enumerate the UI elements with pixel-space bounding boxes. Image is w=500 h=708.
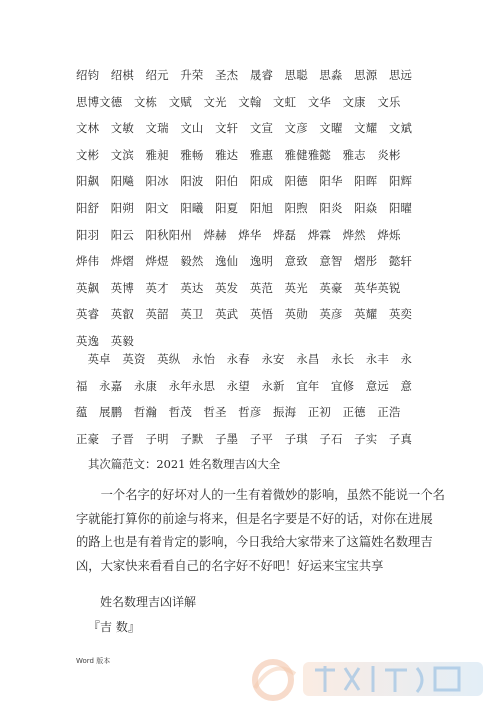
- subheading-lucky-numbers: 『吉 数』: [88, 620, 140, 634]
- name-list-line: 文彬 文滨 雅昶 雅畅 雅达 雅惠 雅健雅懿 雅志 炎彬: [76, 147, 401, 162]
- paragraph-line: 一个名字的好坏对人的一生有着微妙的影响，虽然不能说一个名: [76, 488, 445, 502]
- watermark-logo: [245, 648, 495, 708]
- name-list-line: 英逸 英毅: [76, 333, 134, 348]
- name-list-line: 福 永嘉 永康 永年永思 永望 永新 宜年 宜修 意远 意: [76, 378, 413, 393]
- name-list-line: 蕴 展鹏 哲瀚 哲茂 哲圣 哲彦 振海 正初 正德 正浩: [76, 405, 401, 420]
- intro-paragraph: [76, 484, 445, 578]
- name-list-line: 英睿 英叡 英韶 英卫 英武 英悟 英勋 英彦 英耀 英奕: [76, 307, 413, 322]
- name-list-line: 阳羽 阳云 阳秋阳州 烨赫 烨华 烨磊 烨霖 烨然 烨烁: [76, 227, 401, 242]
- name-list-block: [76, 62, 436, 355]
- paragraph-line: 字就能打算你的前途与将来，但是名字要是不好的话，对你在进展: [76, 511, 433, 526]
- name-list-line: 英卓 英资 英纵 永怡 永春 永安 永昌 永长 永丰 永: [76, 352, 413, 366]
- name-list-line: 阳舒 阳朔 阳文 阳曦 阳夏 阳旭 阳煦 阳炎 阳焱 阳曜: [76, 200, 413, 215]
- name-list-line: 绍钧 绍棋 绍元 升荣 圣杰 晟睿 思聪 思淼 思源 思远: [76, 68, 413, 82]
- name-list-line: 文林 文敏 文瑞 文山 文轩 文宣 文彦 文曜 文耀 文斌: [76, 121, 413, 136]
- section-heading: 其次篇范文：2021 姓名数理吉凶大全: [88, 457, 281, 471]
- name-list-block-2: [76, 346, 436, 452]
- name-list-line: 阳飙 阳飚 阳冰 阳波 阳伯 阳成 阳德 阳华 阳晖 阳辉: [76, 174, 413, 189]
- subheading: 姓名数理吉凶详解: [100, 595, 197, 609]
- paragraph-line: 凶，大家快来看看自己的名字好不好吧！好运来宝宝共享: [76, 558, 384, 573]
- name-list-line: 英飙 英博 英才 英达 英发 英范 英光 英豪 英华英锐: [76, 280, 401, 295]
- name-list-line: 思博文德 文栋 文赋 文光 文翰 文虹 文华 文康 文乐: [76, 94, 401, 109]
- page-footer: Word 版本: [76, 657, 111, 665]
- paragraph-line: 的路上也是有着肯定的影响，今日我给大家带来了这篇姓名数理吉: [76, 535, 433, 550]
- name-list-line: 正豪 子晋 子明 子默 子墨 子平 子琪 子石 子实 子真: [76, 431, 413, 446]
- name-list-line: 烨伟 烨熠 烨煜 毅然 逸仙 逸明 意致 意智 熠彤 懿轩: [76, 254, 413, 269]
